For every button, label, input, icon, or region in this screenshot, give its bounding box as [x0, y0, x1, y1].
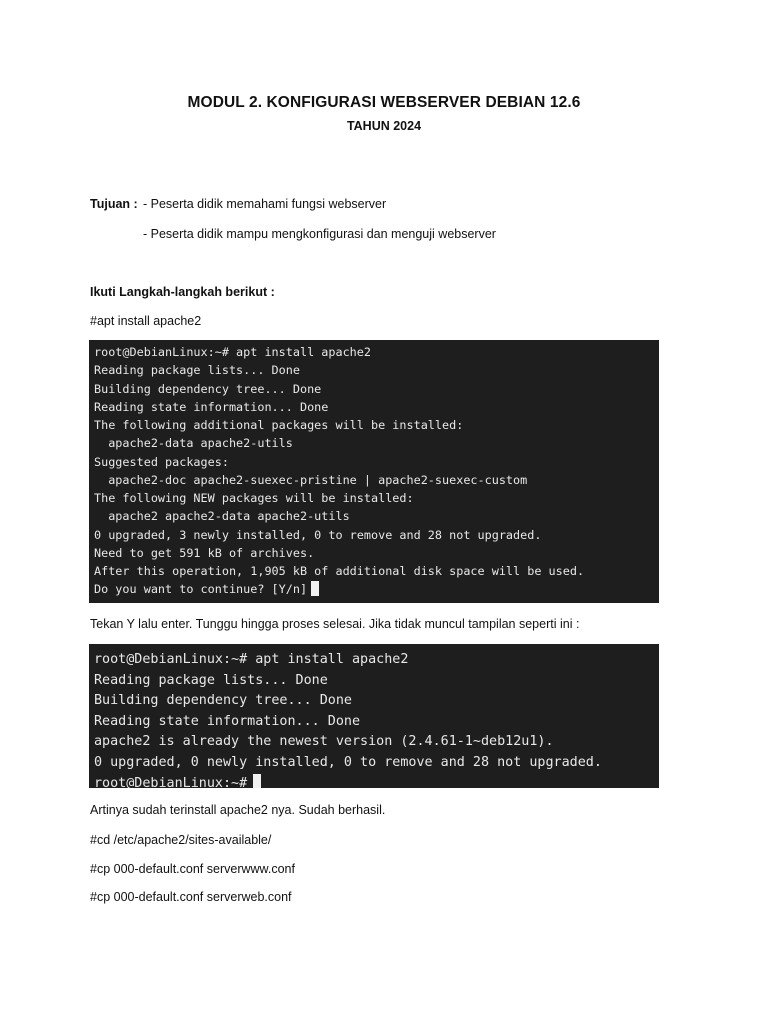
- terminal-cursor: [253, 774, 261, 788]
- terminal-line: apache2 apache2-data apache2-utils: [94, 509, 350, 524]
- command-cd: #cd /etc/apache2/sites-available/: [90, 833, 272, 847]
- terminal-line: 0 upgraded, 0 newly installed, 0 to remove and 28 not upgraded.: [94, 754, 602, 770]
- terminal-line: Reading package lists... Done: [94, 363, 300, 378]
- terminal-line: root@DebianLinux:~# apt install apache2: [94, 345, 371, 359]
- terminal-line: apache2-doc apache2-suexec-pristine | apache2-suexec-custom: [94, 472, 528, 487]
- goals-label: Tujuan :: [90, 197, 138, 211]
- command-cp-serverwww: #cp 000-default.conf serverwww.conf: [90, 862, 295, 876]
- terminal-line: Do you want to continue? [Y/n]: [94, 582, 308, 597]
- terminal-line: apache2-data apache2-utils: [94, 436, 293, 451]
- terminal-line: Building dependency tree... Done: [94, 381, 322, 396]
- terminal-line: apache2 is already the newest version (2.4.61-1~deb12u1).: [94, 734, 554, 750]
- terminal-prompt-line: [94, 580, 659, 598]
- terminal-line: Building dependency tree... Done: [94, 693, 352, 709]
- terminal-line: 0 upgraded, 3 newly installed, 0 to remove and 28 not upgraded.: [94, 527, 542, 542]
- terminal-line: Reading package lists... Done: [94, 672, 328, 688]
- goal-item: - Peserta didik memahami fungsi webserver: [143, 197, 387, 211]
- document-subtitle: TAHUN 2024: [346, 119, 422, 133]
- terminal-screenshot-already-installed: [89, 644, 659, 788]
- terminal-cursor: [311, 581, 319, 596]
- command-apt-install: #apt install apache2: [90, 314, 202, 328]
- document-title: MODUL 2. KONFIGURASI WEBSERVER DEBIAN 12.6: [187, 94, 581, 111]
- terminal-line: root@DebianLinux:~# apt install apache2: [94, 652, 409, 667]
- terminal-prompt-line: [94, 774, 659, 788]
- goal-item: - Peserta didik mampu mengkonfigurasi dan menguji webserver: [143, 227, 496, 241]
- terminal-screenshot-install: [89, 340, 659, 603]
- terminal-line: Reading state information... Done: [94, 399, 329, 414]
- terminal-line: The following additional packages will be installed:: [94, 418, 464, 432]
- instruction-text: Tekan Y lalu enter. Tunggu hingga proses selesai. Jika tidak muncul tampilan seperti ini :: [90, 617, 580, 631]
- terminal-line: Suggested packages:: [94, 454, 229, 469]
- terminal-line: Reading state information... Done: [94, 713, 361, 729]
- terminal-line: root@DebianLinux:~#: [94, 775, 248, 788]
- terminal-line: After this operation, 1,905 kB of additional disk space will be used.: [94, 564, 585, 578]
- result-text: Artinya sudah terinstall apache2 nya. Sudah berhasil.: [90, 803, 386, 817]
- steps-heading: Ikuti Langkah-langkah berikut :: [90, 285, 275, 299]
- terminal-line: Need to get 591 kB of archives.: [94, 545, 315, 560]
- command-cp-serverweb: #cp 000-default.conf serverweb.conf: [90, 890, 292, 904]
- terminal-line: The following NEW packages will be installed:: [94, 491, 414, 505]
